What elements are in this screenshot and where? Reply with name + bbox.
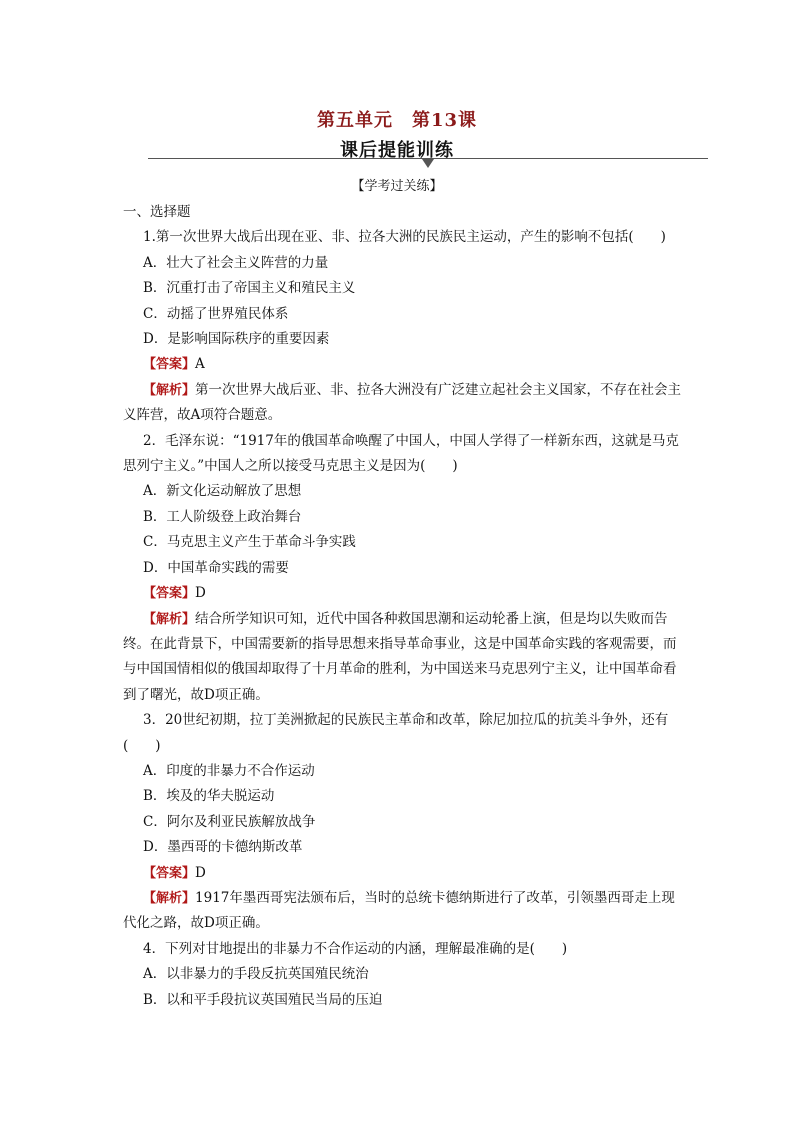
explanation-text: 第一次世界大战后亚、非、拉各大洲没有广泛建立起社会主义国家，不存在社会主义阵营，故A项符合题意。	[123, 381, 682, 424]
answer-line	[123, 581, 685, 606]
option-item: A．新文化运动解放了思想	[143, 483, 302, 500]
explanation	[123, 607, 685, 709]
explanation-tag: 【解析】	[143, 382, 196, 398]
answer-line	[123, 352, 685, 377]
option-item: D．是影响国际秩序的重要因素	[143, 331, 330, 348]
option-item: B．工人阶级登上政治舞台	[143, 508, 302, 525]
option-item: C．动摇了世界殖民体系	[143, 305, 289, 322]
question-stem: 1.第一次世界大战后出现在亚、非、拉各大洲的民族民主运动，产生的影响不包括( )	[143, 229, 666, 246]
part-heading: 一、选择题	[123, 204, 191, 220]
question-stem: 4．下列对甘地提出的非暴力不合作运动的内涵，理解最准确的是( )	[143, 940, 568, 957]
option-item: D．墨西哥的卡德纳斯改革	[143, 839, 303, 856]
triangle-marker-icon	[422, 159, 434, 168]
explanation-tag: 【解析】	[143, 611, 196, 627]
explanation-text: 结合所学知识可知，近代中国各种救国思潮和运动轮番上演，但是均以失败而告终。在此背景下，中国需要新的指导思想来指导革命事业，这是中国革命实践的客观需要，而与中国国情相似的俄国却取得了十月革命的胜利，为中国送来马克思列宁主义，让中国革命看到了曙光，故D项正确。	[123, 610, 677, 703]
option-item: C．阿尔及利亚民族解放战争	[143, 813, 316, 830]
option-item: B．沉重打击了帝国主义和殖民主义	[143, 280, 356, 297]
answer-value: D	[195, 585, 206, 602]
answer-value: A	[195, 356, 205, 373]
option-item: D．中国革命实践的需要	[143, 559, 289, 576]
answer-tag: 【答案】	[143, 865, 196, 881]
question-stem: 3．20世纪初期，拉丁美洲掀起的民族民主革命和改革，除尼加拉瓜的抗美斗争外，还有( )	[123, 712, 669, 754]
option-item: C．马克思主义产生于革命斗争实践	[143, 534, 356, 551]
page-subtitle: 课后提能训练	[340, 140, 454, 161]
explanation	[123, 886, 685, 937]
explanation-text: 1917年墨西哥宪法颁布后，当时的总统卡德纳斯进行了改革，引领墨西哥走上现代化之路，故D项正确。	[123, 889, 675, 932]
answer-tag: 【答案】	[143, 586, 196, 602]
explanation	[123, 378, 685, 429]
option-item: B．以和平手段抗议英国殖民当局的压迫	[143, 991, 383, 1008]
option-item: B．埃及的华夫脱运动	[143, 788, 275, 805]
answer-tag: 【答案】	[143, 357, 196, 373]
option-item: A．印度的非暴力不合作运动	[143, 762, 315, 779]
unit-title: 第五单元 第13课	[316, 110, 478, 131]
question-stem: 2．毛泽东说：“1917年的俄国革命唤醒了中国人，中国人学得了一样新东西，这就是马克思列宁主义。”中国人之所以接受马克思主义是因为( )	[123, 432, 679, 475]
option-item: A．以非暴力的手段反抗英国殖民统治	[143, 966, 369, 983]
answer-line	[123, 861, 685, 886]
option-item: A．壮大了社会主义阵营的力量	[143, 254, 329, 271]
answer-value: D	[195, 864, 206, 881]
section-label: 【学考过关练】	[351, 179, 443, 194]
question-list	[123, 200, 685, 1013]
explanation-tag: 【解析】	[143, 890, 196, 906]
